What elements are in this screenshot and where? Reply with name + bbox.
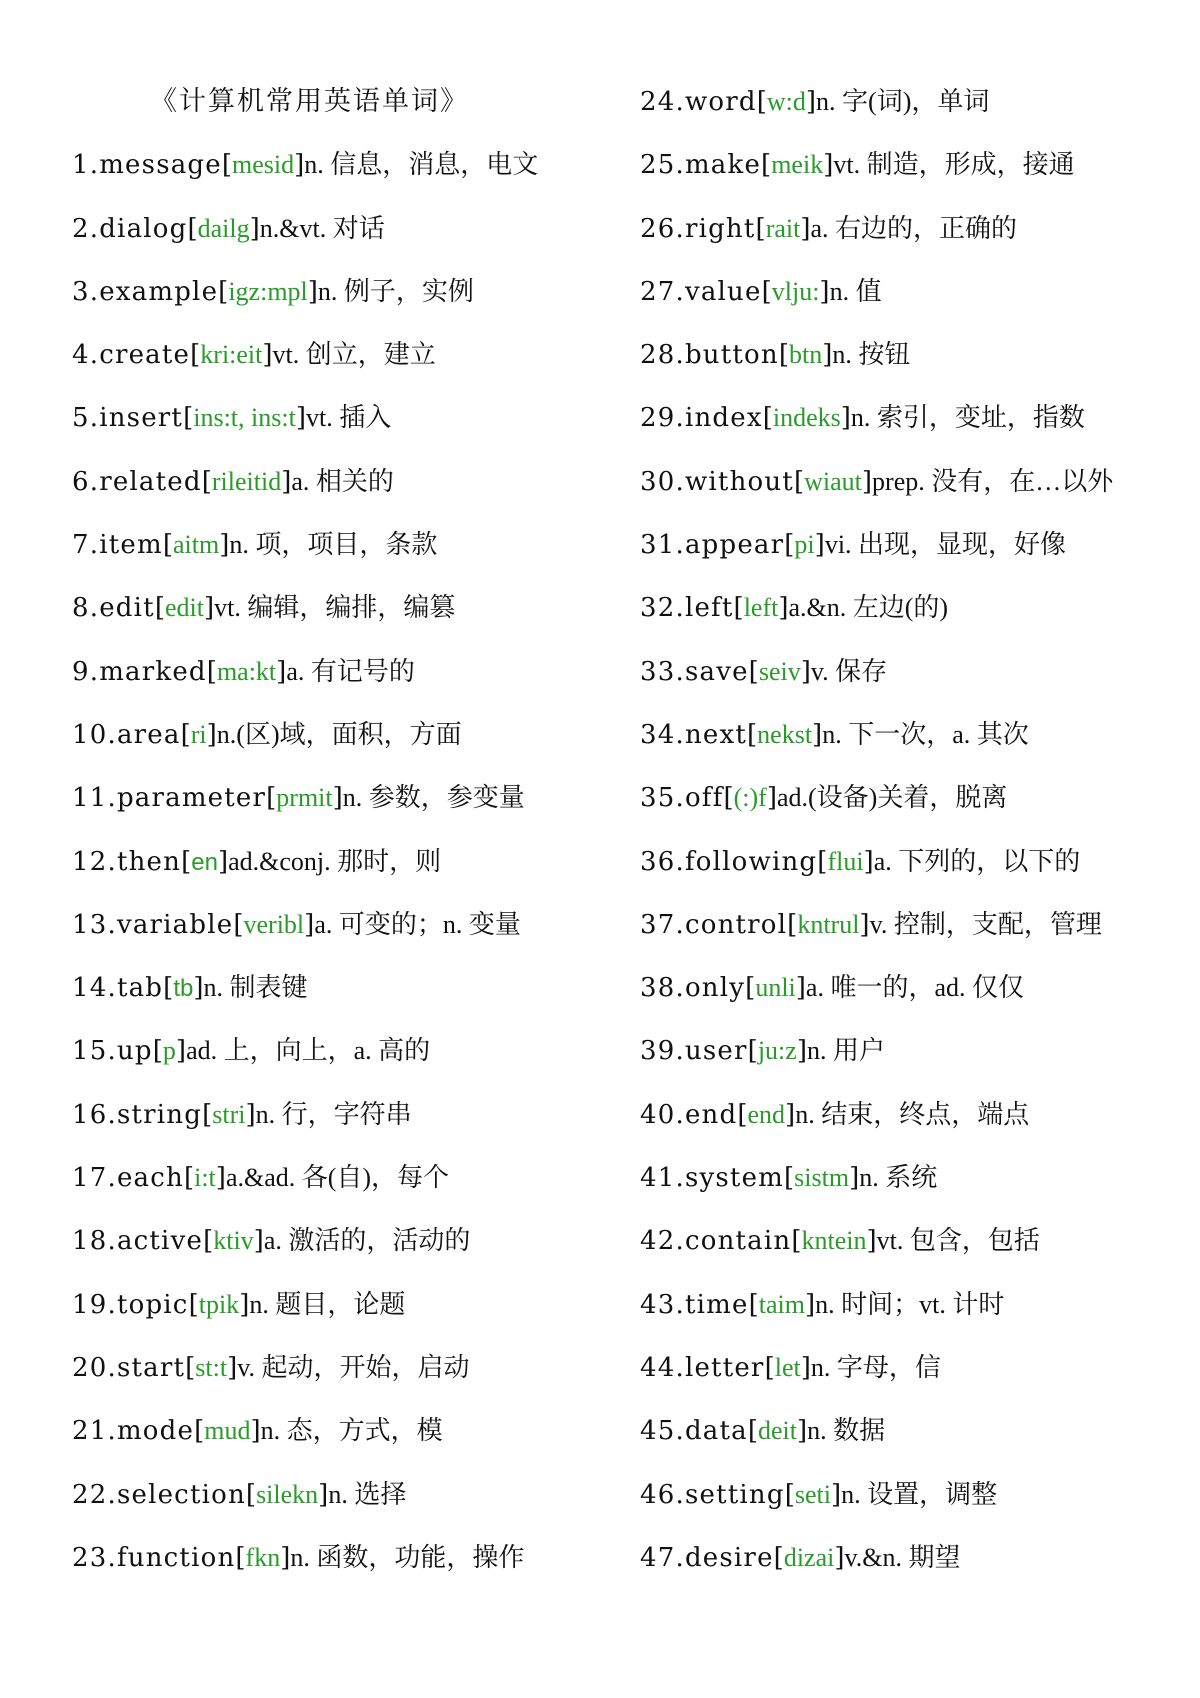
- phonetic-open-bracket: [: [745, 973, 756, 1004]
- vocab-meaning: prep. 没有，在…以外: [872, 466, 1114, 496]
- vocab-word: 35.off: [640, 783, 724, 814]
- vocab-phonetic: seiv: [758, 656, 801, 686]
- phonetic-close-bracket: ]: [280, 1542, 291, 1573]
- vocab-entry: [640, 462, 1185, 525]
- vocab-word: 21.mode: [72, 1416, 195, 1447]
- phonetic-close-bracket: ]: [834, 1542, 845, 1573]
- phonetic-close-bracket: ]: [318, 1479, 329, 1510]
- phonetic-close-bracket: ]: [840, 403, 851, 434]
- vocab-meaning: n. 系统: [859, 1163, 938, 1193]
- vocab-meaning: n. 用户: [806, 1036, 885, 1066]
- vocab-word: 32.left: [640, 593, 734, 624]
- vocab-phonetic: wiaut: [804, 466, 862, 496]
- vocab-phonetic: deit: [758, 1416, 797, 1446]
- vocab-phonetic: flui: [827, 846, 864, 876]
- vocab-word: 40.end: [640, 1099, 738, 1130]
- phonetic-open-bracket: [: [784, 530, 795, 561]
- vocab-word: 44.letter: [640, 1352, 765, 1383]
- vocab-entry: [640, 1158, 1185, 1221]
- vocab-word: 22.selection: [72, 1479, 246, 1510]
- right-column: [640, 82, 1185, 1601]
- vocab-entry: [640, 1538, 1185, 1601]
- vocab-phonetic: ri: [190, 719, 207, 749]
- vocab-entry: [72, 842, 612, 905]
- vocab-meaning: n. 制表键: [203, 973, 308, 1003]
- vocab-phonetic: dizai: [783, 1542, 835, 1572]
- phonetic-open-bracket: [: [793, 466, 805, 497]
- vocab-entry: [640, 905, 1185, 968]
- vocab-entry: [72, 588, 612, 651]
- phonetic-close-bracket: ]: [250, 1416, 261, 1447]
- vocab-phonetic: nekst: [757, 719, 813, 749]
- vocab-word: 6.related: [72, 466, 202, 497]
- vocab-phonetic: ktiv: [213, 1226, 254, 1256]
- phonetic-close-bracket: ]: [823, 150, 834, 181]
- vocab-entry: [640, 272, 1185, 335]
- phonetic-open-bracket: [: [747, 1416, 758, 1447]
- vocab-phonetic: aitm: [172, 530, 220, 560]
- vocab-meaning: vt. 创立，建立: [272, 340, 436, 370]
- vocab-entry: [640, 1475, 1185, 1538]
- vocab-meaning: n.(区)域，面积，方面: [216, 719, 462, 749]
- phonetic-open-bracket: [: [747, 1036, 758, 1067]
- vocab-meaning: n. 行，字符串: [255, 1099, 412, 1129]
- vocab-word: 18.active: [72, 1226, 204, 1257]
- vocab-meaning: vt. 编辑，编排，编篡: [214, 593, 456, 623]
- vocab-meaning: n. 信息，消息，电文: [304, 150, 539, 180]
- vocab-entry: [640, 715, 1185, 778]
- phonetic-open-bracket: [: [723, 783, 734, 814]
- phonetic-open-bracket: [: [748, 1289, 759, 1320]
- vocab-word: 45.data: [640, 1416, 748, 1447]
- phonetic-close-bracket: ]: [814, 530, 825, 561]
- vocab-meaning: a. 可变的；n. 变量: [314, 909, 521, 939]
- vocab-entry: [640, 1221, 1185, 1284]
- vocab-phonetic: rait: [765, 213, 801, 243]
- phonetic-close-bracket: ]: [249, 213, 260, 244]
- vocab-meaning: a. 唯一的，ad. 仅仅: [805, 973, 1025, 1003]
- phonetic-close-bracket: ]: [239, 1289, 250, 1320]
- vocab-meaning: n.&vt. 对话: [259, 213, 385, 243]
- page-title: 《计算机常用英语单词》: [150, 86, 469, 117]
- vocab-phonetic: igz:mpl: [228, 276, 308, 306]
- vocab-word: 23.function: [72, 1542, 236, 1573]
- vocab-phonetic: end: [747, 1099, 786, 1129]
- vocab-entry: [640, 1095, 1185, 1158]
- vocab-word: 10.area: [72, 719, 181, 750]
- phonetic-open-bracket: [: [761, 150, 772, 181]
- phonetic-open-bracket: [: [755, 213, 766, 244]
- vocab-phonetic: en: [191, 848, 218, 876]
- phonetic-close-bracket: ]: [800, 1352, 811, 1383]
- phonetic-close-bracket: ]: [819, 276, 830, 307]
- vocab-meaning: n. 项，项目，条款: [229, 530, 438, 560]
- vocab-word: 4.create: [72, 340, 191, 371]
- phonetic-open-bracket: [: [202, 1099, 213, 1130]
- vocab-entry: [640, 398, 1185, 461]
- vocab-entry: [72, 1538, 612, 1601]
- vocab-phonetic: p: [162, 1036, 176, 1066]
- phonetic-open-bracket: [: [773, 1542, 784, 1573]
- phonetic-open-bracket: [: [761, 276, 772, 307]
- phonetic-open-bracket: [: [218, 276, 229, 307]
- phonetic-close-bracket: ]: [800, 213, 811, 244]
- phonetic-close-bracket: ]: [804, 1289, 816, 1320]
- vocab-meaning: n. 例子，实例: [317, 276, 474, 306]
- phonetic-open-bracket: [: [221, 150, 233, 181]
- phonetic-open-bracket: [: [203, 1226, 214, 1257]
- vocab-word: 46.setting: [640, 1479, 785, 1510]
- vocab-word: 43.time: [640, 1289, 749, 1320]
- vocab-phonetic: dailg: [197, 213, 250, 243]
- vocab-meaning: vt. 制造，形成，接通: [833, 150, 1075, 180]
- vocab-entry: [640, 525, 1185, 588]
- vocab-meaning: n. 值: [829, 276, 882, 306]
- vocab-phonetic: seti: [794, 1479, 831, 1509]
- vocab-entry: [72, 1221, 612, 1284]
- phonetic-close-bracket: ]: [849, 1163, 860, 1194]
- phonetic-open-bracket: [: [152, 1036, 163, 1067]
- vocab-entry: [72, 1158, 612, 1221]
- vocab-phonetic: i:t: [194, 1163, 216, 1193]
- vocab-phonetic: sistm: [794, 1163, 850, 1193]
- phonetic-open-bracket: [: [183, 403, 194, 434]
- vocab-phonetic: vlju:: [771, 276, 820, 306]
- vocab-word: 13.variable: [72, 909, 234, 940]
- phonetic-open-bracket: [: [194, 1416, 205, 1447]
- vocab-word: 11.parameter: [72, 783, 267, 814]
- vocab-meaning: v. 保存: [810, 656, 888, 686]
- phonetic-close-bracket: ]: [866, 1226, 877, 1257]
- vocab-meaning: n. 参数，参变量: [342, 783, 525, 813]
- vocab-word: 17.each: [72, 1163, 184, 1194]
- vocab-phonetic: w:d: [766, 87, 806, 116]
- vocab-word: 31.appear: [640, 530, 785, 561]
- phonetic-open-bracket: [: [784, 1479, 795, 1510]
- vocab-entry: [72, 398, 612, 461]
- vocab-meaning: n. 下一次，a. 其次: [822, 719, 1029, 749]
- phonetic-open-bracket: [: [756, 87, 767, 117]
- vocab-phonetic: tb: [173, 975, 194, 1003]
- phonetic-close-bracket: ]: [307, 276, 318, 307]
- vocab-word: 14.tab: [72, 973, 164, 1004]
- vocab-phonetic: mesid: [232, 150, 295, 180]
- vocab-word: 28.button: [640, 340, 779, 371]
- vocab-meaning: a. 右边的，正确的: [810, 213, 1018, 243]
- vocab-word: 41.system: [640, 1163, 785, 1194]
- vocab-word: 47.desire: [640, 1542, 774, 1573]
- vocab-meaning: ad. 上，向上，a. 高的: [186, 1036, 431, 1066]
- vocab-word: 20.start: [72, 1352, 186, 1383]
- vocab-meaning: a. 有记号的: [286, 656, 415, 686]
- vocab-word: 37.control: [640, 909, 788, 940]
- phonetic-close-bracket: ]: [830, 1479, 842, 1510]
- vocab-phonetic: (:)f: [733, 783, 767, 813]
- vocab-entry: [72, 652, 612, 715]
- vocab-meaning: n. 结束，终点，端点: [795, 1099, 1030, 1129]
- phonetic-close-bracket: ]: [859, 909, 870, 940]
- vocab-word: 19.topic: [72, 1289, 189, 1320]
- phonetic-close-bracket: ]: [245, 1099, 256, 1130]
- phonetic-open-bracket: [: [181, 846, 192, 877]
- vocab-phonetic: veribl: [243, 909, 305, 939]
- vocab-meaning: n. 字(词)，单词: [816, 87, 990, 116]
- vocab-entry: [72, 1285, 612, 1348]
- phonetic-close-bracket: ]: [193, 973, 204, 1004]
- vocab-meaning: ad.&conj. 那时，则: [228, 846, 442, 876]
- phonetic-close-bracket: ]: [795, 973, 806, 1004]
- phonetic-open-bracket: [: [183, 1163, 195, 1194]
- phonetic-open-bracket: [: [235, 1542, 246, 1573]
- phonetic-open-bracket: [: [187, 213, 198, 244]
- vocab-word: 27.value: [640, 276, 762, 307]
- vocab-entry: [640, 842, 1185, 905]
- vocab-meaning: v. 起动，开始，启动: [237, 1352, 470, 1382]
- vocab-meaning: n. 设置，调整: [841, 1479, 998, 1509]
- vocab-entry: [640, 82, 1185, 145]
- phonetic-open-bracket: [: [185, 1352, 196, 1383]
- vocab-phonetic: meik: [771, 150, 824, 180]
- phonetic-open-bracket: [: [180, 719, 191, 750]
- vocab-entry: [640, 1031, 1185, 1094]
- vocab-entry: [640, 1348, 1185, 1411]
- vocab-meaning: n. 索引，变址，指数: [850, 403, 1085, 433]
- vocab-entry: [72, 1348, 612, 1411]
- vocab-meaning: a. 相关的: [291, 466, 394, 496]
- phonetic-open-bracket: [: [154, 593, 165, 624]
- phonetic-close-bracket: ]: [863, 846, 874, 877]
- phonetic-close-bracket: ]: [175, 1036, 187, 1067]
- vocab-word: 24.word: [640, 87, 757, 117]
- vocab-meaning: v.&n. 期望: [844, 1542, 961, 1572]
- vocab-phonetic: silekn: [256, 1479, 319, 1509]
- phonetic-close-bracket: ]: [227, 1352, 238, 1383]
- phonetic-close-bracket: ]: [785, 1099, 796, 1130]
- vocab-entry: [640, 778, 1185, 841]
- vocab-word: 2.dialog: [72, 213, 188, 244]
- phonetic-close-bracket: ]: [276, 656, 287, 687]
- vocab-entry: [72, 778, 612, 841]
- phonetic-open-bracket: [: [748, 656, 759, 687]
- vocab-meaning: a. 激活的，活动的: [263, 1226, 471, 1256]
- vocab-entry: [72, 1411, 612, 1474]
- phonetic-close-bracket: ]: [262, 340, 273, 371]
- phonetic-close-bracket: ]: [215, 1163, 226, 1194]
- phonetic-close-bracket: ]: [766, 783, 777, 814]
- left-column: [72, 82, 612, 1601]
- vocab-meaning: n. 题目，论题: [249, 1289, 406, 1319]
- vocab-phonetic: ma:kt: [216, 656, 277, 686]
- phonetic-open-bracket: [: [778, 340, 789, 371]
- vocab-word: 9.marked: [72, 656, 207, 687]
- phonetic-close-bracket: ]: [812, 719, 823, 750]
- phonetic-open-bracket: [: [266, 783, 277, 814]
- phonetic-close-bracket: ]: [253, 1226, 264, 1257]
- phonetic-open-bracket: [: [787, 909, 798, 940]
- vocab-word: 16.string: [72, 1099, 203, 1130]
- vocab-meaning: ad.(设备)关着，脱离: [776, 783, 1008, 813]
- phonetic-open-bracket: [: [737, 1099, 748, 1130]
- phonetic-open-bracket: [: [817, 846, 828, 877]
- vocab-phonetic: ju:z: [757, 1036, 797, 1066]
- phonetic-close-bracket: ]: [295, 403, 306, 434]
- phonetic-open-bracket: [: [762, 403, 773, 434]
- phonetic-open-bracket: [: [747, 719, 758, 750]
- vocab-entry: [72, 272, 612, 335]
- vocab-word: 3.example: [72, 276, 219, 307]
- vocab-word: 12.then: [72, 846, 182, 877]
- vocab-phonetic: unli: [755, 973, 796, 1003]
- vocab-word: 29.index: [640, 403, 763, 434]
- phonetic-close-bracket: ]: [805, 87, 817, 117]
- vocab-meaning: n. 态，方式，模: [260, 1416, 443, 1446]
- vocab-phonetic: rileitid: [211, 466, 282, 496]
- vocab-word: 8.edit: [72, 593, 155, 624]
- vocab-entry: [640, 588, 1185, 651]
- phonetic-close-bracket: ]: [294, 150, 305, 181]
- vocab-entry: [72, 1475, 612, 1538]
- vocab-phonetic: mud: [204, 1416, 251, 1446]
- vocab-word: 36.following: [640, 846, 818, 877]
- phonetic-close-bracket: ]: [778, 593, 789, 624]
- vocab-entry: [72, 209, 612, 272]
- vocab-entry: [640, 968, 1185, 1031]
- vocab-entry: [640, 652, 1185, 715]
- vocab-word: 34.next: [640, 719, 747, 750]
- phonetic-open-bracket: [: [163, 973, 174, 1004]
- phonetic-open-bracket: [: [791, 1226, 802, 1257]
- vocab-phonetic: tpik: [198, 1289, 240, 1319]
- vocab-meaning: n. 按钮: [832, 340, 911, 370]
- vocab-phonetic: kntrul: [797, 909, 860, 939]
- vocab-word: 7.item: [72, 530, 163, 561]
- vocab-entry: [640, 335, 1185, 398]
- phonetic-close-bracket: ]: [203, 593, 215, 624]
- vocab-meaning: vt. 包含，包括: [876, 1226, 1040, 1256]
- phonetic-open-bracket: [: [206, 656, 217, 687]
- vocab-phonetic: let: [774, 1352, 801, 1382]
- phonetic-close-bracket: ]: [800, 656, 811, 687]
- vocab-entry: [72, 335, 612, 398]
- phonetic-open-bracket: [: [733, 593, 744, 624]
- vocab-entry: [72, 715, 612, 778]
- phonetic-open-bracket: [: [188, 1289, 199, 1320]
- vocab-meaning: n. 时间；vt. 计时: [815, 1289, 1005, 1319]
- vocab-meaning: vi. 出现，显现，好像: [824, 530, 1067, 560]
- phonetic-close-bracket: ]: [206, 719, 217, 750]
- vocab-phonetic: kntein: [801, 1226, 867, 1256]
- vocab-meaning: a.&ad. 各(自)，每个: [225, 1163, 450, 1193]
- vocab-phonetic: stri: [212, 1099, 246, 1129]
- vocab-word: 30.without: [640, 466, 794, 497]
- vocab-entry: [72, 462, 612, 525]
- phonetic-close-bracket: ]: [217, 846, 229, 877]
- vocab-phonetic: edit: [164, 593, 204, 623]
- vocab-phonetic: pi: [794, 530, 815, 560]
- vocab-word: 33.save: [640, 656, 749, 687]
- vocab-entry: [72, 1095, 612, 1158]
- phonetic-close-bracket: ]: [822, 340, 833, 371]
- vocab-entry: [72, 905, 612, 968]
- vocab-entry: [72, 525, 612, 588]
- phonetic-open-bracket: [: [233, 909, 244, 940]
- phonetic-open-bracket: [: [201, 466, 212, 497]
- vocab-word: 26.right: [640, 213, 756, 244]
- phonetic-close-bracket: ]: [332, 783, 343, 814]
- phonetic-close-bracket: ]: [797, 1416, 808, 1447]
- vocab-meaning: n. 选择: [328, 1479, 407, 1509]
- vocab-phonetic: btn: [789, 340, 823, 370]
- vocab-entry: [72, 968, 612, 1031]
- vocab-entry: [640, 1285, 1185, 1348]
- vocab-entry: [72, 145, 612, 208]
- vocab-entry: [72, 1031, 612, 1094]
- vocab-word: 15.up: [72, 1036, 153, 1067]
- vocab-entry: [640, 1411, 1185, 1474]
- vocab-meaning: n. 数据: [807, 1416, 886, 1446]
- phonetic-open-bracket: [: [764, 1352, 775, 1383]
- phonetic-close-bracket: ]: [796, 1036, 807, 1067]
- vocab-phonetic: left: [743, 593, 779, 623]
- vocab-phonetic: ins:t, ins:t: [193, 403, 296, 433]
- vocab-word: 42.contain: [640, 1226, 792, 1257]
- vocab-entry: [640, 209, 1185, 272]
- phonetic-close-bracket: ]: [281, 466, 292, 497]
- vocab-phonetic: prmit: [276, 783, 333, 813]
- vocab-word: 25.make: [640, 150, 762, 181]
- vocab-meaning: n. 字母，信: [810, 1352, 941, 1382]
- vocab-phonetic: indeks: [772, 403, 841, 433]
- phonetic-close-bracket: ]: [304, 909, 315, 940]
- vocab-meaning: a. 下列的，以下的: [873, 846, 1081, 876]
- vocab-phonetic: kri:eit: [200, 340, 263, 370]
- vocab-phonetic: taim: [758, 1289, 805, 1319]
- vocab-word: 1.message: [72, 150, 222, 181]
- phonetic-close-bracket: ]: [861, 466, 873, 497]
- vocab-word: 39.user: [640, 1036, 748, 1067]
- vocab-phonetic: fkn: [245, 1542, 281, 1572]
- vocab-entry: [640, 145, 1185, 208]
- vocab-meaning: vt. 插入: [305, 403, 392, 433]
- phonetic-open-bracket: [: [162, 530, 173, 561]
- vocab-meaning: v. 控制，支配，管理: [869, 909, 1102, 939]
- phonetic-close-bracket: ]: [219, 530, 230, 561]
- phonetic-open-bracket: [: [784, 1163, 795, 1194]
- phonetic-open-bracket: [: [245, 1479, 257, 1510]
- vocab-word: 5.insert: [72, 403, 184, 434]
- phonetic-open-bracket: [: [190, 340, 201, 371]
- vocab-meaning: a.&n. 左边(的): [788, 593, 949, 623]
- vocab-phonetic: st:t: [195, 1352, 228, 1382]
- vocab-meaning: n. 函数，功能，操作: [290, 1542, 525, 1572]
- vocab-word: 38.only: [640, 973, 746, 1004]
